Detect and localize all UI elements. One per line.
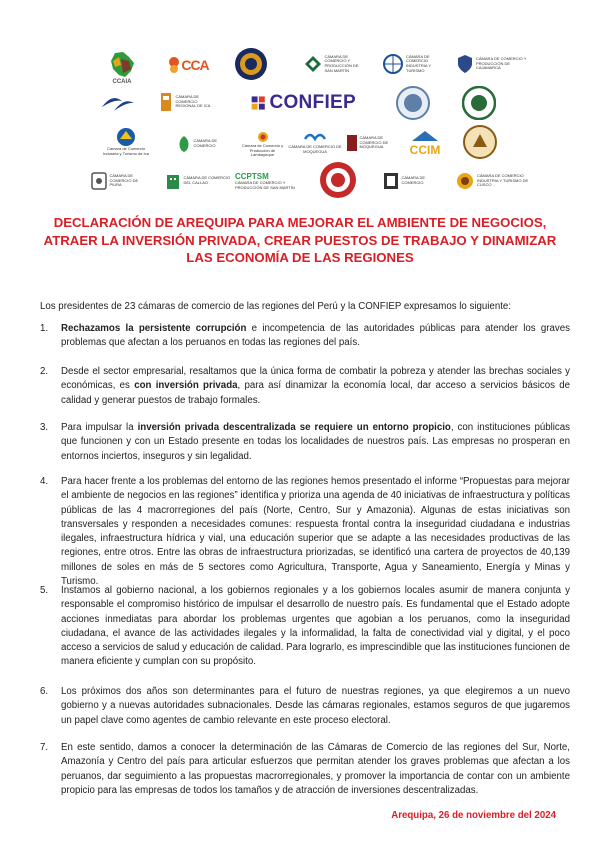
logo-row3-d [285,126,345,158]
logo-row3-c [240,130,285,158]
item-text: Para hacer frente a los problemas del entorno de las regiones hemos presentado el informe “Propuestas para mejorar el ambiente de negocios en las regiones” identifica y prioriza una agenda de 40 iniciativas de infraestructura y políticas públicas de las 4 macrorregiones del país (Norte, Centro, Sur y Amazonia). Algunas de estas iniciativas son transversales y responden a necesidades comunes: respuesta frontal contra la inseguridad ciudadana e industrias ilegales, infraestructura hídrica y vial, una educación superior que se adapte a las necesidades productivas de las regiones, entre otros. Entre las obras de infraestructura priorizadas, se identificó una cartera de proyectos de 40,139 millones de soles en más de 5 sectores como Agricultura, Transporte, Agua y Saneamiento, Energía y Minas y Turismo. [61,476,570,588]
logo-row3-d-label: CÁMARA DE COMERCIO DE MOQUEGUA [288,144,342,154]
globe-icon [383,54,403,74]
logo-row2-birds [98,88,138,116]
peru-map-icon [107,51,137,79]
item-number: 2. [40,366,49,377]
logo-row1-small [303,50,365,78]
building-icon [165,172,181,190]
seal-logo-2 [393,85,433,121]
logo-row1-small-label: CÁMARA DE COMERCIO Y PRODUCCIÓN DE SAN MARTÍN [324,53,359,73]
item-text: En este sentido, damos a conocer la determinación de las Cámaras de Comercio de las regiones del Sur, Norte, Amazonía y Centro del país para articular esfuerzos que permitan atender los graves problemas que afectan a los peruanos, dar seguimiento a las propuestas macrorregionales, y promover la importancia de contar con un ambiente propicio para las empresas de todos los tamaños y de atracción de inversiones descentralizadas. [61,742,570,796]
cca-mark-icon [167,56,181,74]
round-seal-icon [463,125,497,159]
round-seal-icon [396,86,430,120]
logo-row1-b-label: CÁMARA DE COMERCIO INDUSTRIA Y TURISMO [406,53,431,73]
title-line-2: ATRAER LA INVERSIÓN PRIVADA, CREAR PUESTOS DE TRABAJO Y DINAMIZAR [43,232,557,248]
logo-row4-b-label: CÁMARA DE COMERCIO DEL CALLAO [183,175,231,185]
shield-icon [457,54,473,74]
caaa-logo [97,46,147,90]
logo-row3-c-label: Cámara de Comercio y Producción de Lambayeque [241,143,284,158]
item-number: 6. [40,686,49,697]
diamond-icon [304,55,322,73]
seal-logo-5 [318,160,358,200]
wave-icon [304,129,326,145]
item-number: 5. [40,585,49,596]
logo-row3-b-label: CÁMARA DE COMERCIO [193,138,218,148]
seal-logo-3 [459,85,499,121]
logo-row1-b [382,50,447,78]
ccptsm-logo [235,167,305,195]
cca-logo [163,50,213,80]
seal-logo-4 [462,124,498,160]
logo-row1-c-label: CÁMARA DE COMERCIO Y PRODUCCIÓN DE CAJAMARCA [476,56,527,71]
logo-row4-a [90,167,150,195]
confiep-logo [251,88,356,118]
flag-icon [346,134,358,152]
logo-row3-e [345,130,400,156]
seal-logo-1 [233,46,269,82]
emblem-icon [115,127,137,147]
round-seal-icon [234,47,268,81]
logo-row1-c [455,50,530,78]
item-text: Para impulsar la inversión privada descentralizada se requiere un entorno propicio, con instituciones públicas que funcionen y con un Estado presente en todas los localidades de nuestros país. Las empresas no prosperan en entornos inciertos, inseguros y sin legalidad. [61,422,570,462]
round-seal-icon [319,161,357,199]
logo-row4-e [455,167,530,195]
list-item-6 [40,685,570,728]
logo-row3-b [176,130,236,158]
logo-row2-a [157,88,219,116]
item-bold: con inversión privada [134,380,238,392]
leaf-icon [177,135,191,153]
crest-icon [91,172,107,190]
list-item-3 [40,421,570,464]
logo-row3-a-label: Cámara de Comercio Industria y Turismo de Ica [103,146,149,156]
sun-icon [254,130,272,144]
list-item-4 [40,475,570,589]
crest-icon [383,172,399,190]
logo-row3-a [98,124,154,160]
signature-place-date: Arequipa, 26 de noviembre del 2024 [391,810,556,821]
ccim-mark-icon [410,129,440,143]
list-item-1 [40,322,570,351]
list-item-5 [40,584,570,670]
ccptsm-sub-label: CÁMARA DE COMERCIO Y PRODUCCIÓN DE SAN MARTÍN [235,179,295,190]
logo-row2-a-label: CÁMARA DE COMERCIO REGIONAL DE ICA [175,94,211,109]
ccim-logo [400,124,450,162]
list-item-2 [40,365,570,408]
caaa-label: CCAIA [112,79,132,85]
title-line-1: DECLARACIÓN DE AREQUIPA PARA MEJORAR EL AMBIENTE DE NEGOCIOS, [53,215,547,230]
item-text: Los próximos dos años son determinantes para el futuro de nuestras regiones, ya que elegiremos a un nuevo gobierno y a nuevas autoridades subnacionales. Desde las cámaras regionales, estamos seguros de que jugaremos un papel clave como agentes de cambio relevante en este proceso electoral. [61,686,570,726]
logo-row4-e-label: CÁMARA DE COMERCIO INDUSTRIA Y TURISMO DE CUSCO [477,173,529,188]
logo-banner [0,0,600,205]
logo-row4-b [163,167,233,195]
cca-label: CCA [181,57,209,73]
confiep-label: CONFIEP [269,92,356,113]
item-number: 3. [40,422,49,433]
item-number: 1. [40,323,49,334]
logo-row4-a-label: CÁMARA DE COMERCIO DE PIURA [109,173,139,188]
item-text: Rechazamos la persistente corrupción e incompetencia de las autoridades públicas para atender los graves problemas que afectan a los peruanos en todas las regiones del país. [61,323,570,349]
ccim-label: CCIM [409,143,441,157]
logo-row4-d-label: CÁMARA DE COMERCIO [401,175,426,185]
title-line-3: LAS ECONOMÍA DE LAS REGIONES [186,250,414,265]
ccptsm-label: CCPTSM [235,171,269,181]
list-item-7 [40,741,570,798]
confiep-mark-icon [251,92,265,114]
logo-row4-d [382,167,444,195]
item-bold: inversión privada descentralizada se requiere un entorno propicio [137,422,451,433]
item-number: 4. [40,476,49,487]
tower-icon [159,91,173,113]
birds-icon [100,89,136,115]
intro-paragraph: Los presidentes de 23 cámaras de comercio de las regiones del Perú y la CONFIEP expresamos lo siguiente: [40,301,511,312]
sun-seal-icon [456,172,474,190]
page-title [40,214,560,267]
item-bold: Rechazamos la persistente corrupción [61,323,247,334]
round-seal-icon [462,86,496,120]
item-number: 7. [40,742,49,753]
item-text: Desde el sector empresarial, resaltamos que la única forma de combatir la pobreza y atender las brechas sociales y económicas, es con inversión privada, para así dinamizar la economía local, dar acceso a servicios básicos de calidad y generar puestos de trabajo formales. [61,366,570,406]
logo-row3-e-label: CÁMARA DE COMERCIO DE MOQUEGUA [359,135,389,150]
item-text: Instamos al gobierno nacional, a los gobiernos regionales y a los gobiernos locales asumir de manera conjunta y responsable el compromiso histórico de impulsar el desarrollo de nuestro país. Es fundamental que el Estado adopte acciones inmediatas para abordar los problemas urgentes que agobian a los peruanos, como la inseguridad ciudadana, el avance de las actividades ilegales y la informalidad, la falta de conectividad vial y digital, y el poco acceso a servicios de salud y educación de calidad. Para lograrlo, es imprescindible que las instituciones funcionen de manera eficiente y cumplan con su propósito. [61,585,570,668]
